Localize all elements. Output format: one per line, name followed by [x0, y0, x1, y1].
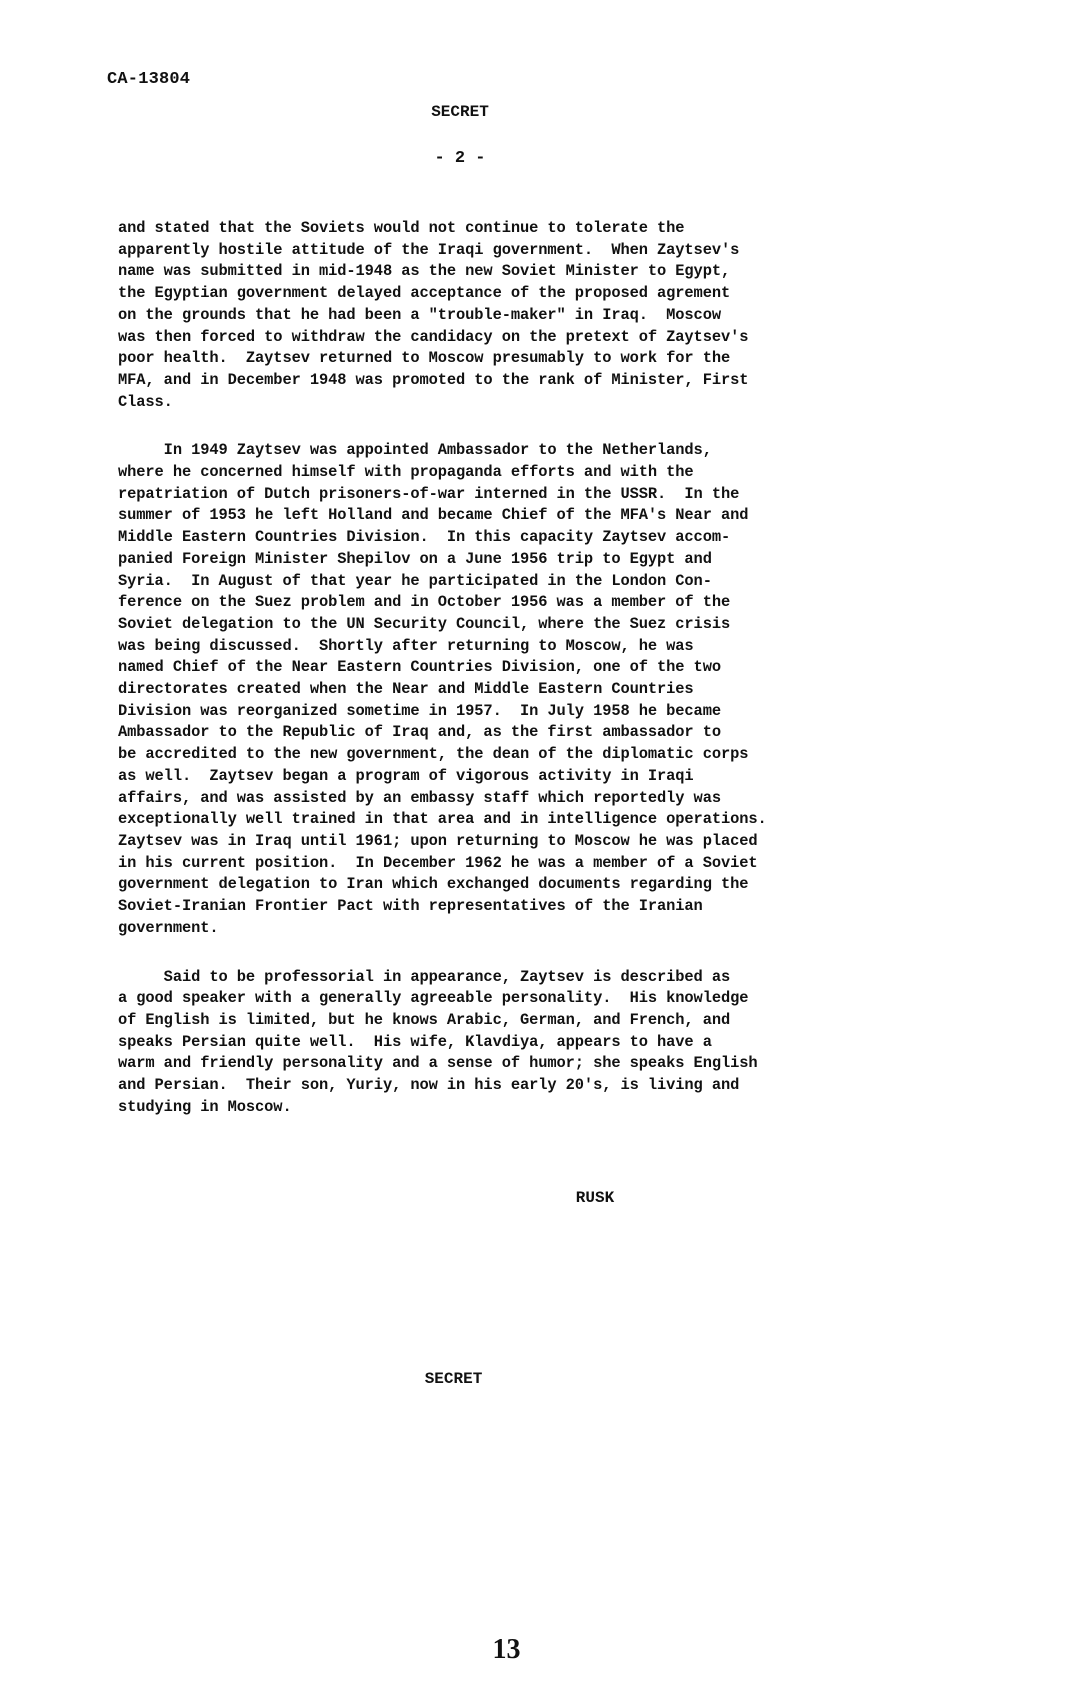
paragraph-1: and stated that the Soviets would not continue to tolerate the apparently hostile attitude of the Iraqi government. When Zaytsev's name was submitted in mid-1948 as the new Soviet Minister to Egypt, the Egyptian government delayed acceptance of the proposed agrement on the grounds that he had been a "trouble-maker" in Iraq. Moscow was then forced to withdraw the candidacy on the pretext of Zaytsev's poor health. Zaytsev returned to Moscow presumably to work for the MFA, and in December 1948 was promoted to the rank of Minister, First Class. — [118, 219, 749, 411]
document-body — [118, 218, 918, 1145]
classification-marking-bottom: SECRET — [424, 1370, 483, 1388]
paragraph-3: Said to be professorial in appearance, Zaytsev is described as a good speaker with a generally agreeable personality. His knowledge of English is limited, but he knows Arabic, German, and French, and speaks Persian quite well. His wife, Klavdiya, appears to have a warm and friendly personality and a sense of humor; she speaks English and Persian. Their son, Yuriy, now in his early 20's, is living and studying in Moscow. — [118, 967, 758, 1116]
document-id: CA-13804 — [107, 70, 191, 89]
paragraph-2: In 1949 Zaytsev was appointed Ambassador to the Netherlands, where he concerned himself with propaganda efforts and with the repatriation of Dutch prisoners-of-war interned in the USSR. In the summer of 1953 he left Holland and became Chief of the MFA's Near and Middle Eastern Countries Division. In this capacity Zaytsev accom- panied Foreign Minister Shepilov on a June 1956 trip to Egypt and Syria. In August of that year he participated in the London Con- ference on the Suez problem and in October 1956 was a member of the Soviet delegation to the UN Security Council, where the Suez crisis was being discussed. Shortly after returning to Moscow, he was named Chief of the Near Eastern Countries Division, one of the two directorates created when the Near and Middle Eastern Countries Division was reorganized sometime in 1957. In July 1958 he became Ambassador to the Republic of Iraq and, as the first ambassador to be accredited to the new government, the dean of the diplomatic corps as well. Zaytsev began a program of vigorous activity in Iraqi affairs, and was assisted by an embassy staff which reportedly was exceptionally well trained in that area and in intelligence operations. Zaytsev was in Iraq until 1961; upon returning to Moscow he was placed in his current position. In December 1962 he was a member of a Soviet government delegation to Iran which exchanged documents regarding the Soviet-Iranian Frontier Pact with representatives of the Iranian government. — [118, 441, 767, 937]
folio-number: 13 — [492, 1634, 521, 1665]
signature: RUSK — [575, 1189, 615, 1207]
page-number-marker: - 2 - — [434, 149, 486, 168]
classification-marking-top: SECRET — [431, 103, 489, 121]
